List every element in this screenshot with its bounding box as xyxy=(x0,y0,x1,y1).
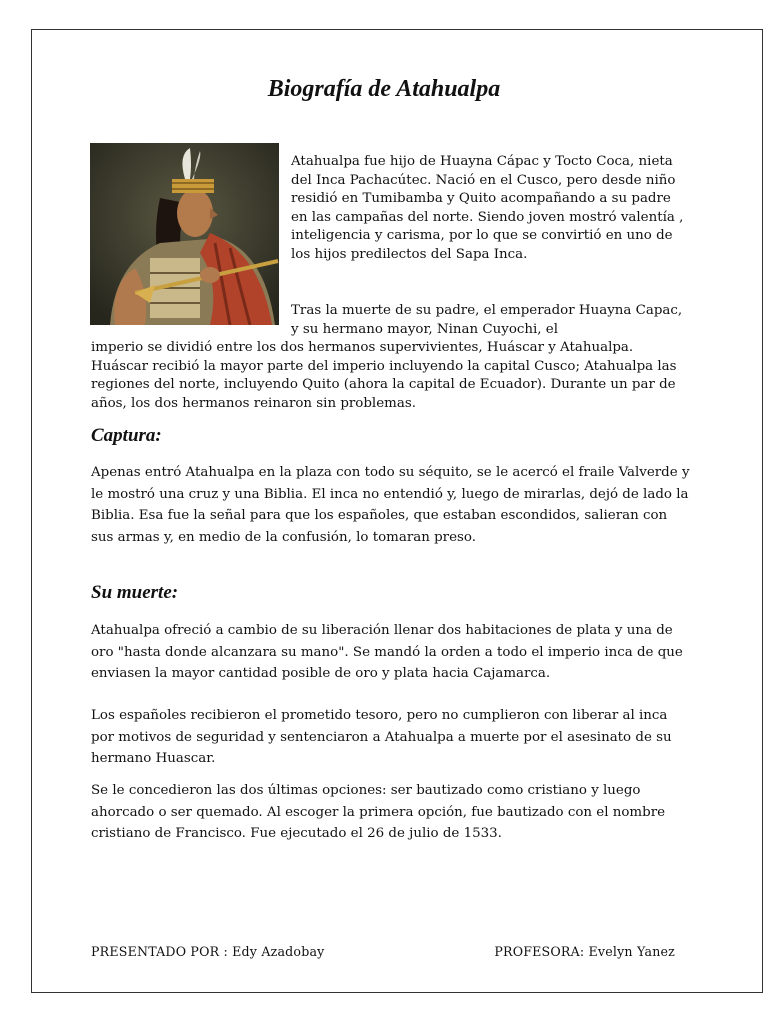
atahualpa-portrait-image xyxy=(90,143,279,325)
death-heading: Su muerte: xyxy=(91,582,179,603)
death-paragraph-1: Atahualpa ofreció a cambio de su liberación llenar dos habitaciones de plata y una de oro "hasta donde alcanzara su mano". Se mandó la orden a todo el imperio inca de que enviasen la mayor cantidad posible de oro y plata hacia Cajamarca. xyxy=(91,623,683,681)
division-paragraph xyxy=(91,302,691,414)
death-paragraph-3: Se le concedieron las dos últimas opciones: ser bautizado como cristiano y luego ahorcado o ser quemado. Al escoger la primera opción, fue bautizado con el nombre cristiano de Francisco. Fue ejecutado el 26 de julio de 1533. xyxy=(91,783,666,841)
presented-by: PRESENTADO POR : Edy Azadobay xyxy=(91,944,325,959)
teacher-name: PROFESORA: Evelyn Yanez xyxy=(494,944,675,959)
death-paragraph-2: Los españoles recibieron el prometido tesoro, pero no cumplieron con liberar al inca por motivos de seguridad y sentenciaron a Atahualpa a muerte por el asesinato de su hermano Huascar. xyxy=(91,708,672,766)
division-paragraph-rest: imperio se dividió entre los dos hermanos supervivientes, Huáscar y Atahualpa. Huáscar recibió la mayor parte del imperio incluyendo la capital Cusco; Atahualpa las regiones del norte, incluyendo Quito (ahora la capital de Ecuador). Durante un par de años, los dos hermanos reinaron sin problemas. xyxy=(91,340,677,411)
capture-paragraph: Apenas entró Atahualpa en la plaza con todo su séquito, se le acercó el fraile Valverde y le mostró una cruz y una Biblia. El inca no entendió y, luego de mirarlas, dejó de lado la Biblia. Esa fue la señal para que los españoles, que estaban escondidos, salieran con sus armas y, en medio de la confusión, lo tomaran preso. xyxy=(91,465,690,545)
capture-heading: Captura: xyxy=(91,425,162,446)
document-title: Biografía de Atahualpa xyxy=(267,76,501,102)
division-paragraph-start: Tras la muerte de su padre, el emperador Huayna Capac, y su hermano mayor, Ninan Cuyochi, el xyxy=(291,303,683,337)
intro-paragraph: Atahualpa fue hijo de Huayna Cápac y Tocto Coca, nieta del Inca Pachacútec. Nació en el Cusco, pero desde niño residió en Tumibamba y Quito acompañando a su padre en las campañas del norte. Siendo joven mostró valentía , inteligencia y carisma, por lo que se convirtió en uno de los hijos predilectos del Sapa Inca. xyxy=(291,154,684,262)
